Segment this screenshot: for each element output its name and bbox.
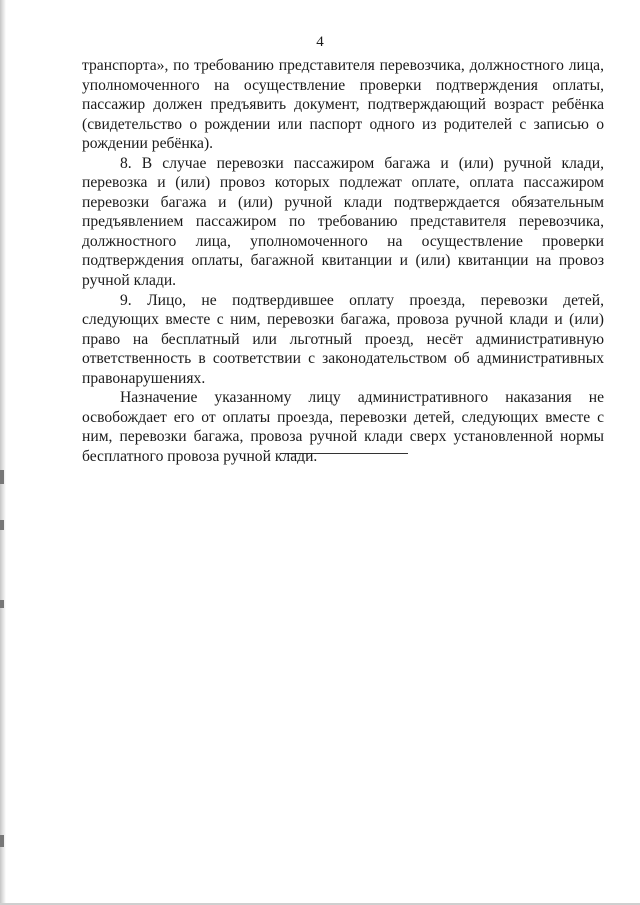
paragraph-continuation: транспорта», по требованию представителя перевозчика, должностного лица, уполномоченного на осуществление проверки подтверждения оплаты, пассажир должен предъявить документ, подтверждающий возраст ребёнка (свидетельство о рождении или паспорт одного из родителей с записью о рождении ребёнка). xyxy=(82,57,604,153)
paragraph-penalty-note: Назначение указанному лицу административного наказания не освобождает его от оплаты проезда, перевозки детей, следующих вместе с ним, перевозки багажа, провоза ручной клади сверх установленной нормы бесплатного провоза ручной клади. xyxy=(82,389,604,465)
scan-left-edge xyxy=(0,0,6,905)
document-body xyxy=(82,56,604,466)
end-separator-line xyxy=(280,453,408,454)
page-number: 4 xyxy=(316,34,324,50)
scan-artifact xyxy=(0,520,4,530)
paragraph-item-9: 9. Лицо, не подтвердившее оплату проезда, перевозки детей, следующих вместе с ним, перевозки багажа, провоза ручной клади и (или) право на бесплатный или льготный проезд, несёт административную ответственность в соответствии с законодательством об административных правонарушениях. xyxy=(82,291,604,387)
scan-artifact xyxy=(0,470,4,484)
scan-artifact xyxy=(0,600,4,608)
paragraph-item-8: 8. В случае перевозки пассажиром багажа и (или) ручной клади, перевозка и (или) провоз которых подлежат оплате, оплата пассажиром перевозки багажа и (или) ручной клади подтверждается обязательным предъявлением пассажиром по требованию представителя перевозчика, должностного лица, уполномоченного на осуществление проверки подтверждения оплаты, багажной квитанции и (или) квитанции на провоз ручной клади. xyxy=(82,154,604,290)
scan-artifact xyxy=(0,835,4,847)
